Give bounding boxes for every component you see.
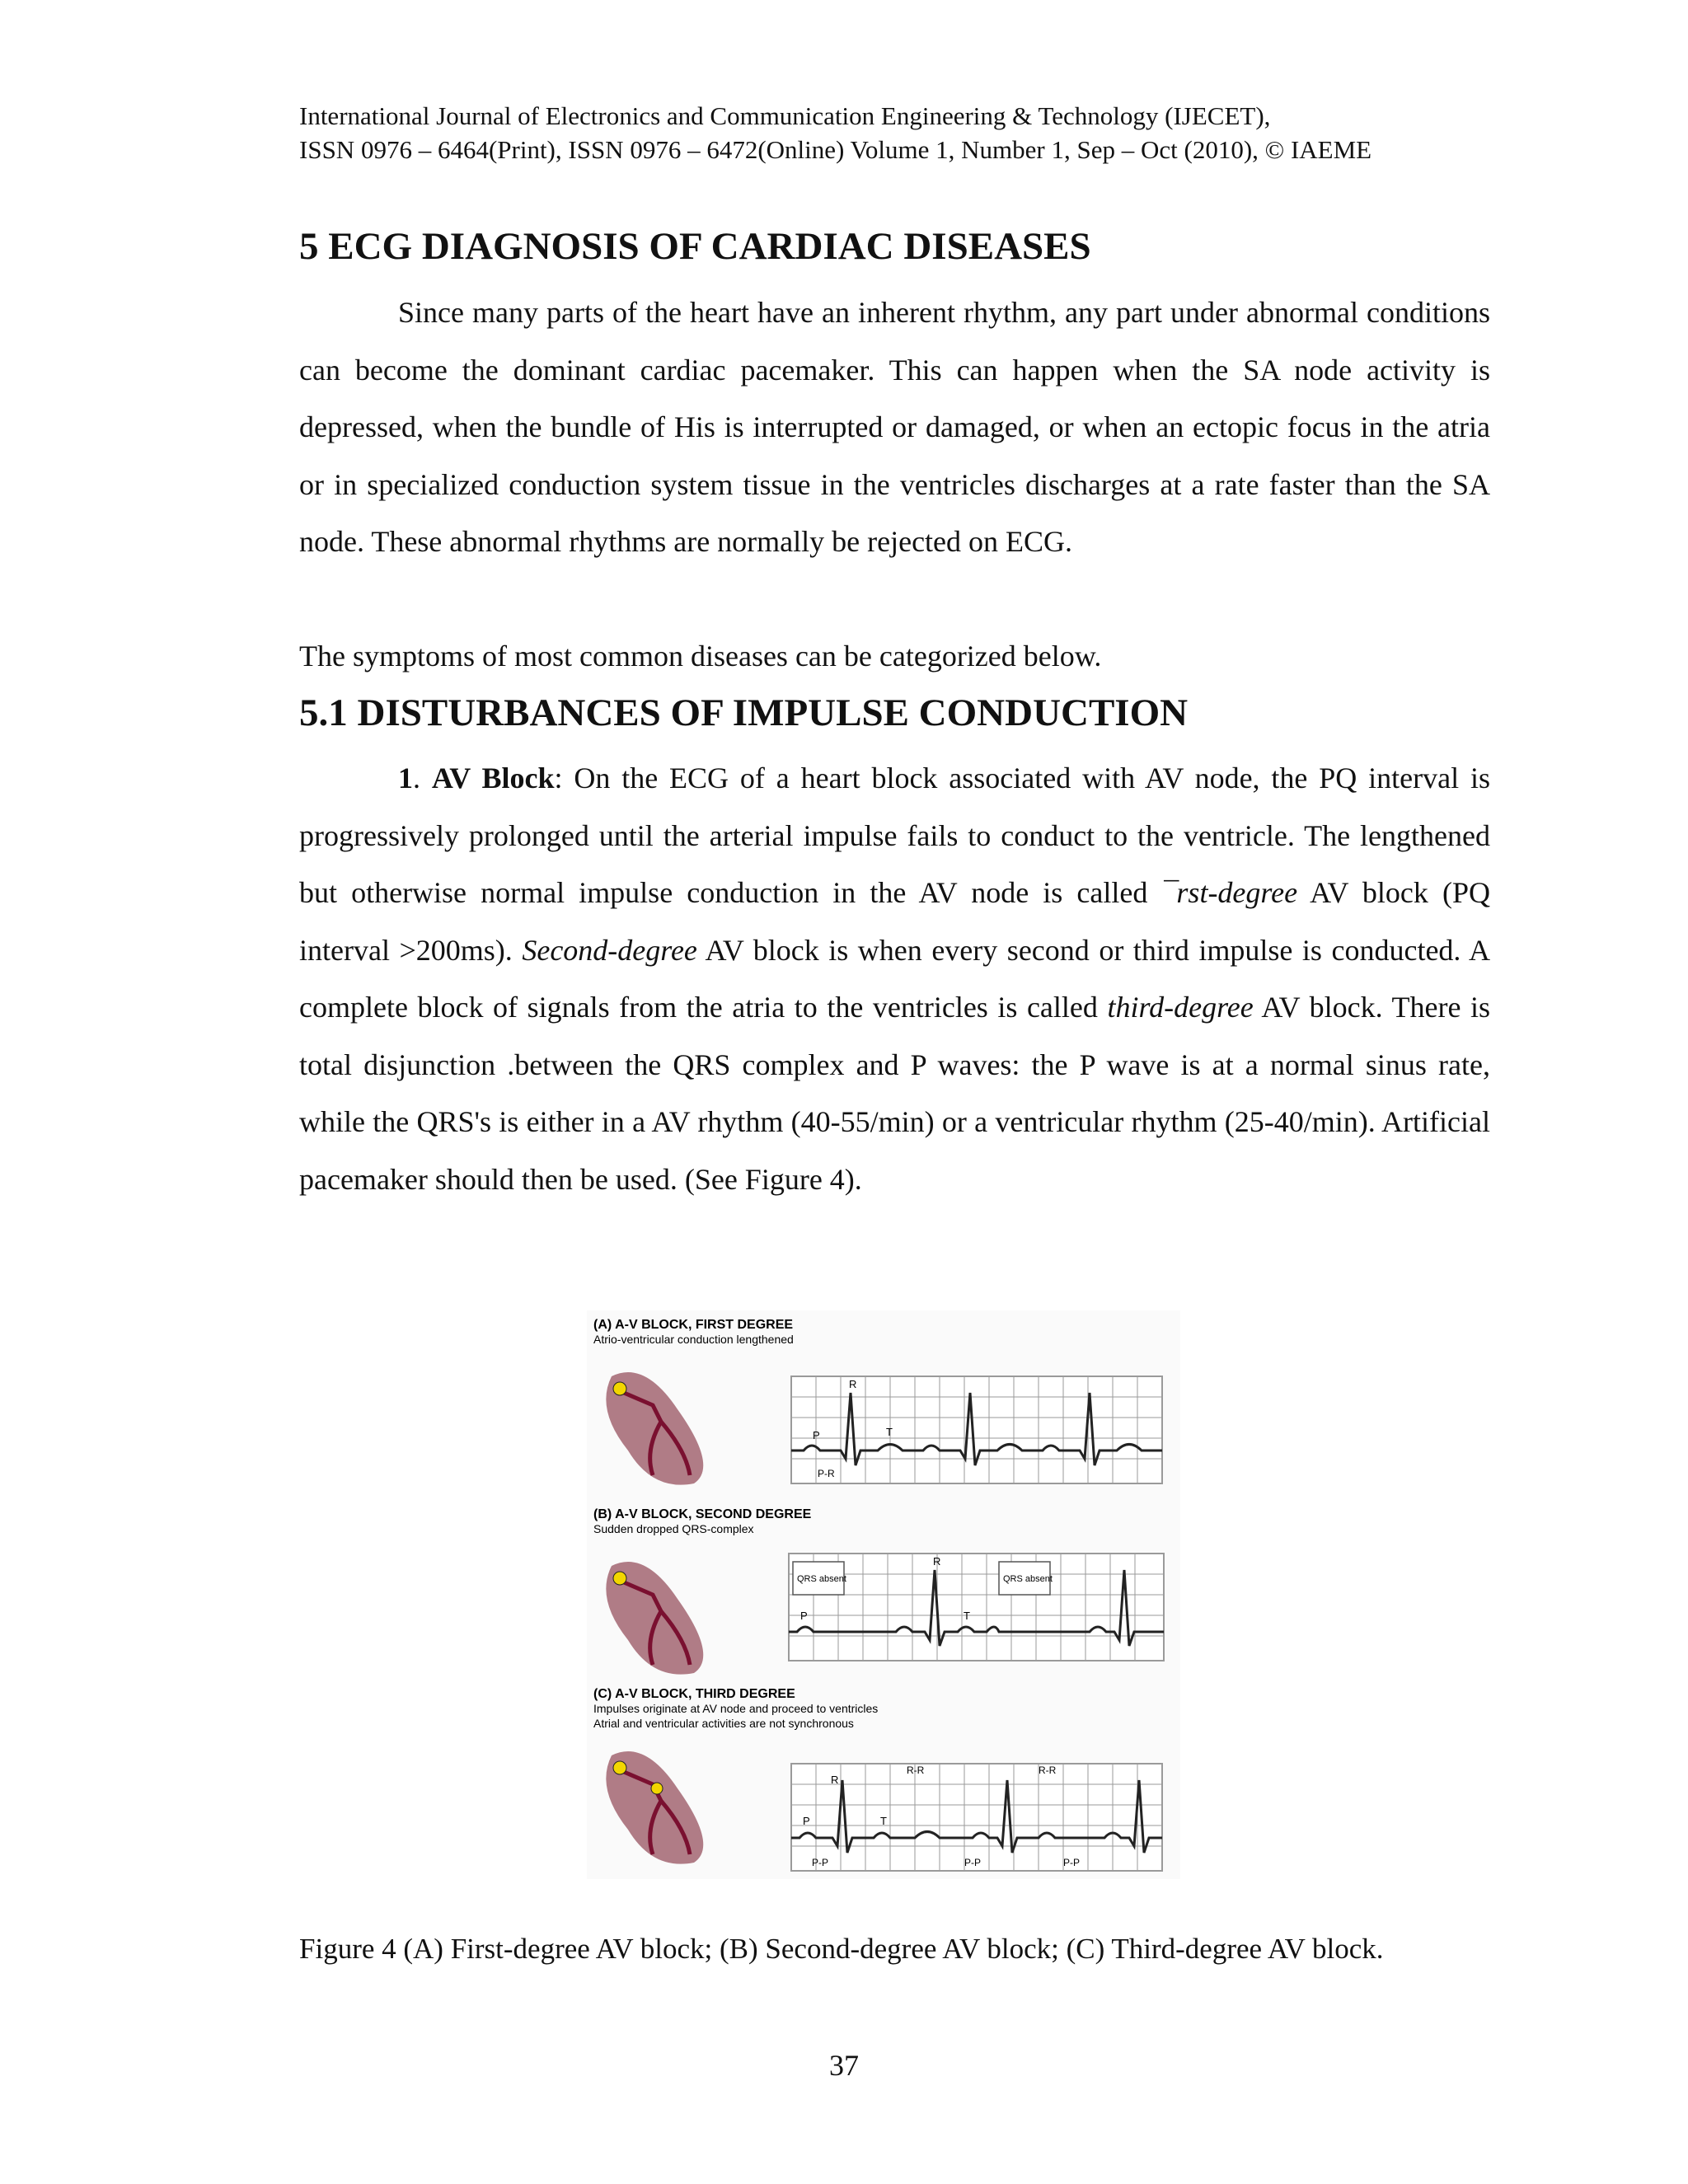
label-t: T (880, 1815, 887, 1827)
panel-b-subtitle: Sudden dropped QRS-complex (593, 1522, 754, 1535)
av-text-b: AV block (PQ interval >200ms). (299, 876, 1490, 967)
header-line-1: International Journal of Electronics and Communication Engineering & Technology (IJECET), (299, 101, 1271, 130)
figure-caption: Figure 4 (A) First-degree AV block; (B) Second-degree AV block; (C) Third-degree AV block. (299, 1933, 1384, 1965)
figure-4-av-block (587, 1310, 1180, 1879)
panel-c-ecg (791, 1764, 1162, 1871)
panel-c-subtitle-1: Impulses originate at AV node and proceed to ventricles (593, 1702, 879, 1715)
label-p: P (813, 1429, 820, 1441)
panel-a-title: (A) A-V BLOCK, FIRST DEGREE (593, 1318, 794, 1332)
page-number: 37 (829, 2049, 859, 2082)
label-p: P (800, 1610, 808, 1622)
summary-sentence: The symptoms of most common diseases can be categorized below. (299, 640, 1102, 673)
section-5-title: 5 ECG DIAGNOSIS OF CARDIAC DISEASES (299, 225, 1091, 268)
label-r: R (831, 1774, 839, 1786)
panel-b-title: (B) A-V BLOCK, SECOND DEGREE (593, 1507, 812, 1521)
item-number: 1 (398, 762, 413, 794)
section-5-text: Since many parts of the heart have an inherent rhythm, any part under abnormal conditions can become the dominant cardiac pacemaker. This can happen when the SA node activity is depressed, when the bundle of His is interrupted or damaged, or when an ectopic focus in the atria or in specialized conduction system tissue in the ventricles discharges at a rate faster than the SA node. These abnormal rhythms are normally be rejected on ECG. (299, 296, 1490, 558)
av-block-paragraph: 1. AV Block: On the ECG of a heart block associated with AV node, the PQ interval is progressively prolonged until the arterial impulse fails to conduct to the ventricle. The lengthened but otherwise normal impulse conduction in the AV node is called ¯rst-degree AV block (PQ interval >200ms). Second-degree AV block is when every second or third impulse is conducted. A complete block of signals from the atria to the ventricles is called third-degree AV block. There is total disjunction .between the QRS complex and P waves: the P wave is at a normal sinus rate, while the QRS's is either in a AV rhythm (40-55/min) or a ventricular rhythm (25-40/min). Artificial pacemaker should then be used. (See Figure 4). (299, 762, 1490, 1196)
panel-c-title: (C) A-V BLOCK, THIRD DEGREE (593, 1687, 795, 1701)
section-5-paragraph (299, 284, 1490, 571)
label-qrs-absent-1: QRS absent (797, 1574, 846, 1584)
label-t: T (886, 1426, 893, 1438)
section-5-1-title: 5.1 DISTURBANCES OF IMPULSE CONDUCTION (299, 691, 1189, 734)
label-p: P (803, 1815, 810, 1827)
panel-b-ecg (789, 1554, 1164, 1661)
journal-header (299, 99, 1494, 166)
item-term: AV Block (431, 762, 555, 794)
label-t: T (964, 1610, 970, 1622)
av-text-d: AV block. There is total disjunction .between the QRS complex and P waves: the P wave is at a normal sinus rate, while the QRS's is either in a AV rhythm (40-55/min) or a ventricular rhythm (25-40/min). Artificial pacemaker should then be used. (See Figure 4). (299, 991, 1490, 1196)
label-rr-2: R-R (1039, 1765, 1057, 1776)
label-r: R (849, 1378, 857, 1390)
header-line-2: ISSN 0976 – 6464(Print), ISSN 0976 – 6472(Online) Volume 1, Number 1, Sep – Oct (2010), © IAEME (299, 135, 1372, 164)
label-pr: P-R (818, 1468, 835, 1479)
label-pp-1: P-P (812, 1857, 829, 1868)
panel-a-ecg (791, 1376, 1162, 1483)
av-text-c: AV block is when every second or third impulse is conducted. A complete block of signals from the atria to the ventricles is called (299, 933, 1490, 1024)
term-first-degree: ¯rst-degree (1161, 876, 1298, 909)
av-text-a: : On the ECG of a heart block associated with AV node, the PQ interval is progressively prolonged until the arterial impulse fails to conduct to the ventricle. The lengthened but otherwise normal impulse conduction in the AV node is called (299, 762, 1490, 909)
label-pp-2: P-P (964, 1857, 982, 1868)
label-r: R (933, 1555, 941, 1568)
label-qrs-absent-2: QRS absent (1003, 1574, 1053, 1584)
label-rr-1: R-R (907, 1765, 925, 1776)
label-pp-3: P-P (1063, 1857, 1081, 1868)
term-second-degree: Second-degree (522, 933, 697, 967)
panel-a-subtitle: Atrio-ventricular conduction lengthened (593, 1333, 794, 1346)
panel-c-subtitle-2: Atrial and ventricular activities are not synchronous (593, 1717, 854, 1730)
term-third-degree: third-degree (1107, 991, 1254, 1024)
